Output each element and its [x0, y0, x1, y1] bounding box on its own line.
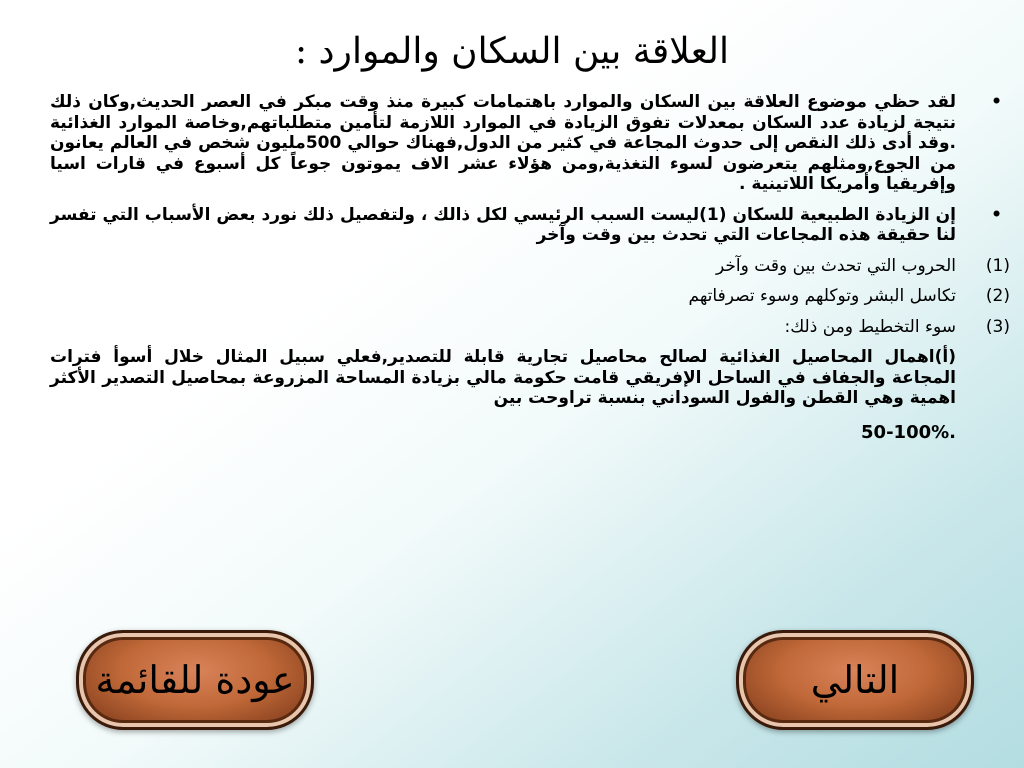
percent-text: [50, 423, 1010, 444]
paragraph-text: لقد حظي موضوع العلاقة بين السكان والموارد باهتمامات كبيرة منذ وقت مبكر في العصر الحديث,وكان ذلك نتيجة لزيادة عدد السكان بمعدلات تفوق الزيادة في الموارد اللازمة لتأمين متطلباتهم,وخاصة الموارد الغذائية .وقد أدى ذلك النقص إلى حدوث المجاعة في كثير من الدول,فهناك حوالي 500مليون شخص في العالم يعانون من الجوع,ومثلهم يتعرضون لسوء التغذية,ومن هؤلاء عشر الاف يموتون جوعاً كل أسبوع في قارات اسيا وإفريقيا وأمريكا اللاتينية .: [50, 92, 956, 194]
bullet-paragraph: [50, 205, 1010, 246]
back-to-menu-button[interactable]: [76, 630, 314, 730]
item-number: (1): [985, 255, 1010, 276]
item-number: (2): [985, 286, 1010, 306]
back-to-menu-label: عودة للقائمة: [95, 658, 295, 702]
slide-title: العلاقة بين السكان والموارد :: [294, 31, 730, 72]
slide-content: [50, 92, 1010, 443]
next-button[interactable]: [736, 630, 974, 730]
numbered-item: [50, 286, 1010, 307]
percent-value: 50-100%.: [861, 421, 956, 443]
bullet-icon: •: [991, 204, 1002, 225]
numbered-item: [50, 256, 1010, 277]
numbered-item: [50, 317, 1010, 338]
bullet-paragraph: [50, 92, 1010, 195]
item-text: سوء التخطيط ومن ذلك:: [784, 316, 956, 337]
item-text: تكاسل البشر وتوكلهم وسوء تصرفاتهم: [688, 286, 956, 306]
item-text: الحروب التي تحدث بين وقت وآخر: [716, 255, 956, 276]
next-label: التالي: [810, 658, 900, 702]
paragraph-text: إن الزيادة الطبيعية للسكان (1)ليست السبب الرئيسي لكل ذالك ، ولتفصيل ذلك نورد بعض الأسباب التي تفسر لنا حقيقة هذه المجاعات التي تحدث بين وقت وآخر: [50, 204, 956, 245]
item-number: (3): [985, 316, 1010, 337]
sub-item-text: (أ)اهمال المحاصيل الغذائية لصالح محاصيل تجارية قابلة للتصدير,فعلي سبيل المثال خلال أسوأ فترات المجاعة والجفاف في الساحل الإفريقي قامت حكومة مالي بزيادة المساحة المزروعة بمحاصيل التصدير الأكثر اهمية وهي القطن والفول السوداني بنسبة تراوحت بين: [50, 347, 956, 408]
bullet-icon: •: [991, 92, 1002, 112]
